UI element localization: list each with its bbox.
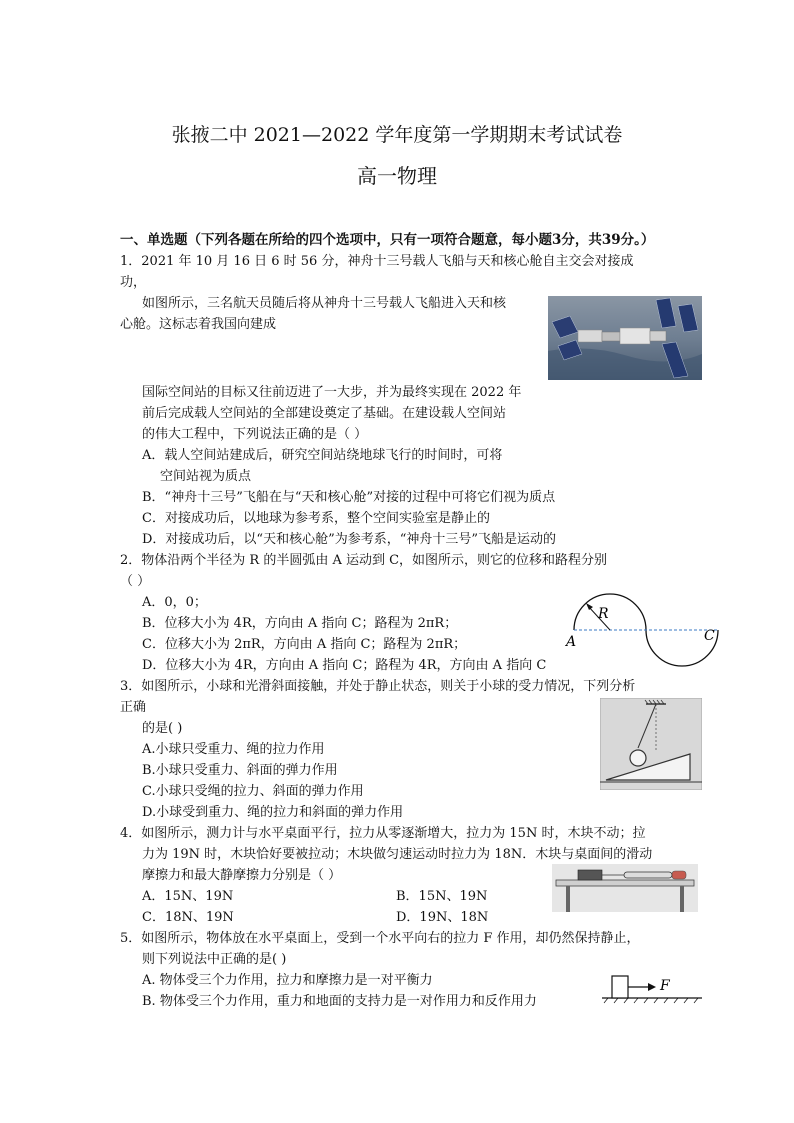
section-heading: 一、单选题（下列各题在所给的四个选项中，只有一项符合题意，每小题3分，共39分。） <box>120 232 655 248</box>
q4-option-d: D．19N、18N <box>396 910 489 925</box>
q4-line1: 4．如图所示，测力计与水平桌面平行，拉力从零逐渐增大，拉力为 15N 时，木块不动；拉 <box>120 826 646 841</box>
q2-option-d: D．位移大小为 4R，方向由 A 指向 C；路程为 4R，方向由 A 指向 C <box>142 658 547 673</box>
q2-option-c: C．位移大小为 2πR，方向由 A 指向 C；路程为 2πR； <box>142 637 467 652</box>
exam-subject: 高一物理 <box>357 164 437 188</box>
q2-line1: 2．物体沿两个半径为 R 的半圆弧由 A 运动到 C，如图所示，则它的位移和路程分别 <box>120 553 608 568</box>
q4-option-b: B．15N、19N <box>396 889 488 904</box>
q1-line2: 功， <box>120 275 147 290</box>
exam-title: 张掖二中 2021—2022 学年度第一学期期末考试试卷 <box>171 124 623 146</box>
label-f: F <box>660 978 670 994</box>
q1-option-c: C．对接成功后，以地球为参考系，整个空间实验室是静止的 <box>142 511 490 526</box>
q1-option-d: D．对接成功后，以“天和核心舱”为参考系，“神舟十三号”飞船是运动的 <box>142 532 557 547</box>
q5-line2: 则下列说法中正确的是( ) <box>142 952 287 967</box>
q3-option-b: B.小球只受重力、斜面的弹力作用 <box>142 763 338 778</box>
space-station-image <box>548 296 702 380</box>
q1-line3: 如图所示，三名航天员随后将从神舟十三号载人飞船进入天和核 <box>142 296 507 311</box>
q1-line5: 国际空间站的目标又往前迈进了一大步，并为最终实现在 2022 年 <box>142 385 522 400</box>
q2-line2: （ ） <box>120 574 151 589</box>
label-c: C <box>704 628 715 644</box>
q1-line4: 心舱。这标志着我国向建成 <box>120 317 277 332</box>
label-r: R <box>598 606 609 622</box>
q3-line3: 的是( ) <box>142 721 183 736</box>
q5-option-b: B. 物体受三个力作用，重力和地面的支持力是一对作用力和反作用力 <box>142 994 537 1009</box>
q1-option-b: B．“神舟十三号”飞船在与“天和核心舱”对接的过程中可将它们视为质点 <box>142 490 556 505</box>
q1-option-a-cont: 空间站视为质点 <box>160 469 252 484</box>
q1-line7: 的伟大工程中，下列说法正确的是（ ） <box>142 427 368 442</box>
spring-scale-table-figure <box>552 864 698 912</box>
q1-option-a: A．载人空间站建成后，研究空间站绕地球飞行的时间时，可将 <box>142 448 503 463</box>
block-force-figure <box>600 966 704 1004</box>
q3-line1: 3．如图所示，小球和光滑斜面接触，并处于静止状态，则关于小球的受力情况，下列分析 <box>120 679 636 694</box>
q4-line3: 摩擦力和最大静摩擦力分别是（ ） <box>142 868 342 883</box>
q3-option-d: D.小球受到重力、绳的拉力和斜面的弹力作用 <box>142 805 404 820</box>
q2-option-b: B．位移大小为 4R，方向由 A 指向 C；路程为 2πR； <box>142 616 458 631</box>
label-a: A <box>566 634 577 650</box>
q1-line1: 1．2021 年 10 月 16 日 6 时 56 分，神舟十三号载人飞船与天和核心舱自主交会对接成 <box>120 254 634 269</box>
q4-option-c: C．18N、19N <box>142 910 234 925</box>
q2-option-a: A．0，0； <box>142 595 207 610</box>
ball-incline-figure <box>600 698 702 790</box>
q3-option-c: C.小球只受绳的拉力、斜面的弹力作用 <box>142 784 364 799</box>
semicircle-path-figure <box>562 592 722 670</box>
q3-line2: 正确 <box>120 700 147 715</box>
q4-line2: 力为 19N 时，木块恰好要被拉动；木块做匀速运动时拉力为 18N．木块与桌面间的滑动 <box>142 847 653 862</box>
q3-option-a: A.小球只受重力、绳的拉力作用 <box>142 742 325 757</box>
q1-line6: 前后完成载人空间站的全部建设奠定了基础。在建设载人空间站 <box>142 406 507 421</box>
q5-line1: 5．如图所示，物体放在水平桌面上，受到一个水平向右的拉力 F 作用，却仍然保持静止， <box>120 931 640 946</box>
q5-option-a: A. 物体受三个力作用，拉力和摩擦力是一对平衡力 <box>142 973 433 988</box>
q4-option-a: A．15N、19N <box>142 889 234 904</box>
